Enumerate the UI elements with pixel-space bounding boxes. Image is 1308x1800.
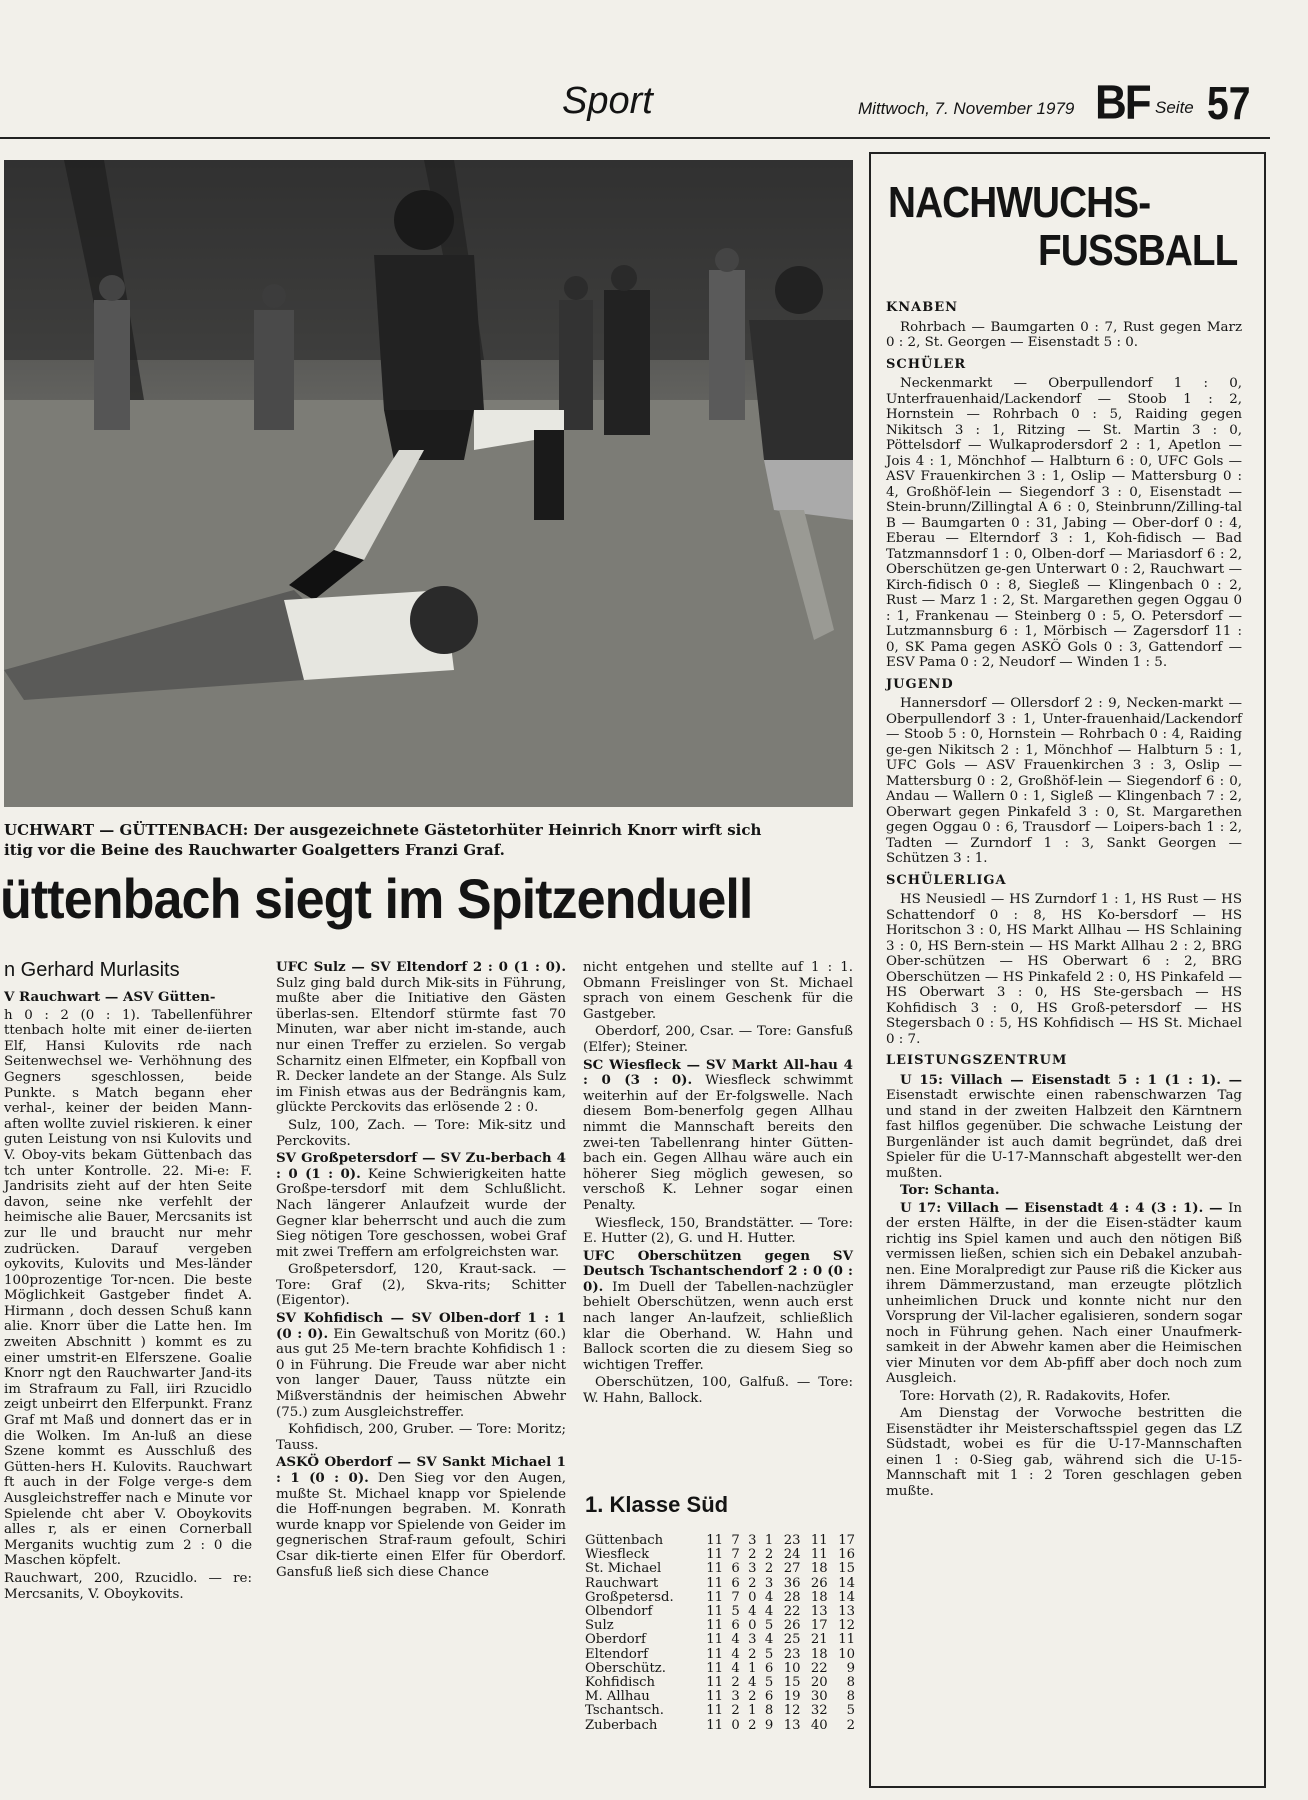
stat-tf: 36 [783,1575,801,1591]
sulz-match-text: Sulz ging bald durch Mik-sits in Führung, mußte aber die Initiative den Gästen überlas-sen. Eltendorf stürmte fast 70 Minuten, war aber nicht im-stande, auch nur einen Treffer zu erzielen. So vergab Scharnitz einen Elfmeter, ein Kopfball von R. Decker landete an der Stange. Als Sulz im Finish etwas aus der Bedrängnis kam, glückte Perckovits das erlösende 2 : 0. [276,975,566,1116]
stat-s: 0 [731,1717,740,1733]
stat-u: 2 [748,1717,757,1733]
team-name: Oberdorf [585,1632,646,1648]
caption-line-1: UCHWART — GÜTTENBACH: Der ausgezeichnete Gästetorhüter Heinrich Knorr wirft sich [4,821,762,839]
stat-s: 4 [731,1646,740,1662]
page-number: 57 [1207,77,1251,129]
stat-tf: 26 [783,1618,801,1634]
gp-match-text: Keine Schwierigkeiten hatte Großpe-tersdorf mit dem Schlußlicht. Nach längerer Anlaufzeit wurde der Gegner klar beherrscht und auch die zum Sieg nötigen Tore geschossen, wobei Graf mit zwei Treffern am erfolgreichsten war. [276,1166,566,1260]
table-row [585,1605,855,1619]
asko-match-text: Den Sieg vor den Augen, mußte St. Michael knapp vor Spielende die Hoff-nungen begraben. M. Konrath wurde knapp vor Spielende von Geider im gegnerischen Straf-raum gefoult, Schiri Csar dik-tierte einen Elfer für Oberdorf. Gansfuß ließ sich diese Chance [276,1471,566,1580]
stat-p: 12 [838,1618,855,1634]
team-name: Rauchwart [585,1575,659,1591]
jugend-heading: JUGEND [886,676,954,692]
stat-p: 17 [838,1533,855,1548]
knaben-results: Rohrbach — Baumgarten 0 : 7, Rust gegen Marz 0 : 2, St. Georgen — Eisenstadt 5 : 0. [886,319,1242,350]
stat-tg: 18 [810,1561,828,1577]
newspaper-logo: BF [1095,75,1150,130]
sidebar-title-line-2: FUSSBALL [1038,226,1238,275]
kohf-match-text: Ein Gewaltschuß von Moritz (60.) aus gut 25 Me-tern brachte Kohfidisch 1 : 0 in Führung. Die Freude war aber nicht von langer Dauer, Tauss nützte ein Mißverständnis der heimischen Abwehr (75.) zum Ausgleichstreffer. [276,1326,566,1420]
table-row [585,1562,855,1576]
stat-p: 2 [846,1717,855,1733]
stat-tf: 19 [783,1689,801,1705]
stat-tg: 17 [810,1618,828,1634]
match-photo [4,160,853,807]
stat-n: 9 [764,1717,774,1733]
ufc-match-info: Oberschützen, 100, Galfuß. — Tore: W. Hahn, Ballock. [583,1375,853,1407]
stat-sp: 11 [706,1561,724,1577]
stat-tf: 28 [783,1589,801,1605]
stat-tg: 21 [810,1632,828,1648]
stat-s: 6 [731,1618,740,1634]
lz-u17-tore: Tore: Horvath (2), R. Radakovits, Hofer. [900,1388,1171,1404]
stat-u: 3 [748,1632,757,1648]
stat-s: 4 [731,1660,740,1676]
table-row [585,1534,855,1548]
schueler-results: Neckenmarkt — Oberpullendorf 1 : 0, Unterfrauenhaid/Lackendorf — Stoob 1 : 2, Hornstein — Rohrbach 0 : 5, Raiding gegen Nikitsch 3 : 1, Ritzing — St. Martin 3 : 0, Pöttelsdorf — Wulkaprodersdorf 2 : 1, Apetlon — Jois 4 : 1, Mönchhof — Halbturn 6 : 0, UFC Gols — ASV Frauenkirchen 3 : 1, Oslip — Mattersburg 0 : 4, Großhöf-lein — Siegendorf 3 : 0, Eisenstadt — Stein-brunn/Zillingtal A 6 : 0, Steinbrunn/Zilling-tal B — Baumgarten 0 : 31, Jabing — Ober-dorf 0 : 4, Eberau — Elterndorf 3 : 1, Koh-fidisch — Bad Tatzmannsdorf 1 : 0, Olben-dorf — Mariasdorf 6 : 2, Oberschützen ge-gen Unterwart 0 : 2, Rauchwart — Kirch-fidisch 0 : 8, Siegleß — Klingenbach 0 : 2, Rust — Marz 1 : 2, St. Margarethen gegen Oggau 0 : 1, Frankenau — Steinberg 0 : 5, O. Petersdorf — Lutzmannsburg 6 : 1, Mörbisch — Zagersdorf 11 : 0, SK Pama gegen ASKÖ Gols 0 : 3, Gattendorf — ESV Pama 0 : 2, Neudorf — Winden 1 : 5. [886,376,1242,670]
stat-tg: 32 [810,1703,828,1719]
stat-tf: 24 [783,1547,801,1563]
stat-tg: 18 [810,1589,828,1605]
stat-n: 1 [764,1533,774,1548]
stat-s: 6 [731,1561,740,1577]
schuelerliga-heading: SCHÜLERLIGA [886,872,1007,888]
asko-match-info: Oberdorf, 200, Csar. — Tore: Gansfuß (Elfer); Steiner. [583,1024,853,1055]
table-row [585,1676,855,1690]
stat-u: 0 [748,1618,757,1634]
stat-s: 2 [731,1675,740,1691]
stat-u: 1 [748,1660,757,1676]
stat-sp: 11 [706,1703,724,1719]
schuelerliga-results: HS Neusiedl — HS Zurndorf 1 : 1, HS Rust — HS Schattendorf 0 : 8, HS Ko-bersdorf — HS Horitschon 3 : 0, HS Markt Allhau — HS Schlaining 3 : 0, HS Bern-stein — HS Markt Allhau 2 : 2, BRG Ober-schützen — HS Oberwart 6 : 2, BRG Oberschützen — HS Pinkafeld 2 : 0, HS Pinkafeld — HS Oberwart 3 : 0, HS Ste-gersbach — HS Kohfidisch 3 : 0, HS Groß-petersdorf — HS Stegersbach 0 : 5, HS Kohfidisch — HS St. Michael 0 : 7. [886,892,1242,1047]
stat-u: 4 [748,1675,757,1691]
lz-u15-head: U 15: Villach — Eisenstadt 5 : 1 (1 : 1). — [900,1071,1242,1088]
stat-u: 2 [748,1575,757,1591]
kohf-match-head: SV Kohfidisch — SV Olben-dorf 1 : 1 (0 : 0). [276,1310,566,1342]
stat-tg: 30 [810,1689,828,1705]
stat-p: 13 [838,1604,855,1620]
stat-tf: 23 [783,1646,801,1662]
lz-u17-text: In der ersten Hälfte, in der die Eisen-städter kaum richtig ins Spiel kamen und auch den nötigen Biß vermissen ließen, schien sich ein Debakel anzubah-nen. Eine Moralpredigt zur Pause riß die Kicker aus ihrem Dämmerzustand, man erzeugte plötzlich unheimlichen Druck und konnte nicht nur den Vorsprung der Vil-lacher egalisieren, sondern sogar noch in Führung gehen. Nach einer Unaufmerk-samkeit in der Abwehr kamen aber die Heimischen vier Minuten vor dem Ab-pfiff aber doch noch zum Ausgleich. [886,1200,1242,1386]
col1-body: h 0 : 2 (0 : 1). Tabellenführer ttenbach holte mit einer de-iierten Elf, Hansi Kulovits rde nach Seitenwechsel we- Verhöhnung des Gegners sgeschlossen, beide Punkte. s Match begann eher verhal-, keiner der beiden Mann-aften wollte zuviel riskieren. k einer guten Leistung von nsi Kulovits und V. Oboy-vits bekam Güttenbach das tch unter Kontrolle. 22. Mi-e: F. Jandrisits zieht auf der hten Seite davon, seine nke verfehlt der heimische alie Bauer, Mercsanits ist zur lle und braucht nur mehr zudrücken. Darauf vergeben oykovits, Kulovits und Mes-länder 100prozentige Tor-ncen. Die beste Möglichkeit Gastgeber findet A. Hirmann , doch dessen Schuß kann alie. Knorr über die Latte hen. Im zweiten Abschnitt ) kommt es zu einer umstrit-en Elferszene. Goalie Knorr ngt den Rauchwarter Jand-its im Strafraum zu Fall, iiri Rzucidlo zeigt unbeirrt den Elferpunkt. Franz Graf mt Maß und donnert das er in die Wolken. Im An-luß an diese Szene kommt es Ausschluß des Gütten-hers H. Kulovits. Rauchwart ft auch in der Folge verge-s dem Ausgleichstreffer nach e Minute vor Spielende cht aber V. Oboykovits alles r, als er einen Cornerball Merganits wuchtig zum 2 : 0 die Maschen köpfelt. [4,1007,252,1569]
stat-sp: 11 [706,1675,724,1691]
stat-n: 3 [764,1575,774,1591]
stat-u: 2 [748,1547,757,1563]
table-row [585,1619,855,1633]
stat-sp: 11 [706,1604,724,1620]
knaben-heading: KNABEN [886,300,959,315]
stat-n: 4 [764,1589,774,1605]
article-byline: n Gerhard Murlasits [4,959,180,981]
lz-u15-tor: Tor: Schanta. [900,1182,1000,1198]
sidebar-title-line-1: NACHWUCHS- [888,178,1151,227]
stat-p: 16 [838,1547,855,1563]
asko-match-head: ASKÖ Oberdorf — SV Sankt Michael 1 : 1 (0 : 0). [276,1454,566,1486]
stat-p: 14 [838,1575,855,1591]
stat-s: 6 [731,1575,740,1591]
stat-s: 5 [731,1604,740,1620]
stat-tg: 40 [810,1717,828,1733]
team-name: Oberschütz. [585,1660,666,1676]
gp-match-head: SV Großpetersdorf — SV Zu-berbach 4 : 0 (1 : 0). [276,1150,566,1182]
stat-u: 3 [748,1561,757,1577]
stat-p: 15 [838,1561,855,1577]
team-name: Großpetersd. [585,1589,674,1605]
stat-n: 4 [764,1604,774,1620]
stat-tf: 25 [783,1632,801,1648]
stat-s: 7 [731,1547,740,1563]
team-name: Güttenbach [585,1533,664,1548]
stat-p: 8 [846,1675,855,1691]
stat-n: 6 [764,1689,774,1705]
stat-sp: 11 [706,1632,724,1648]
team-name: Zuberbach [585,1717,658,1733]
team-name: Olbendorf [585,1604,653,1620]
section-title: Sport [562,80,653,122]
team-name: M. Allhau [585,1689,650,1705]
leistungszentrum-heading: LEISTUNGSZENTRUM [886,1053,1068,1068]
stat-n: 6 [764,1660,774,1676]
stat-tg: 26 [810,1575,828,1591]
stat-sp: 11 [706,1660,724,1676]
table-row [585,1648,855,1662]
article-column-1 [4,990,252,1604]
stat-u: 1 [748,1703,757,1719]
stat-p: 9 [846,1660,855,1676]
stat-tf: 22 [783,1604,801,1620]
col1-info: Rauchwart, 200, Rzucidlo. — re: Mercsanits, V. Oboykovits. [4,1570,252,1602]
stat-sp: 11 [706,1589,724,1605]
team-name: Kohfidisch [585,1675,656,1691]
table-row [585,1719,855,1733]
table-row [585,1591,855,1605]
stat-s: 3 [731,1689,740,1705]
issue-date: Mittwoch, 7. November 1979 [858,99,1075,118]
stat-n: 2 [764,1547,774,1563]
table-row [585,1633,855,1647]
wies-match-text: Wiesfleck schwimmt weiterhin auf der Er-folgswelle. Nach diesem Bom-benerfolg gegen Allhau nimmt die Mannschaft bereits den zwei-ten Tabellenrang hinter Gütten-bach ein. Gegen Allhau wäre auch ein höherer Sieg möglich gewesen, so verschoß K. Lehner sogar einen Penalty. [583,1073,853,1213]
stat-u: 4 [748,1604,757,1620]
sidebar-results [886,294,1242,1501]
stat-s: 7 [731,1589,740,1605]
schueler-heading: SCHÜLER [886,356,967,372]
stat-tg: 13 [810,1604,828,1620]
stat-tg: 11 [810,1533,828,1548]
stat-sp: 11 [706,1689,724,1705]
stat-n: 5 [764,1646,774,1662]
league-table-title: 1. Klasse Süd [585,1492,729,1517]
kohf-match-info: Kohfidisch, 200, Gruber. — Tore: Moritz; Tauss. [276,1422,566,1453]
stat-u: 2 [748,1689,757,1705]
stat-s: 7 [731,1533,740,1548]
stat-n: 5 [764,1618,774,1634]
asko-match-cont: nicht entgehen und stellte auf 1 : 1. Obmann Freislinger von St. Michael sprach von einem Geschenk für die Gastgeber. [583,960,853,1022]
wies-match-info: Wiesfleck, 150, Brandstätter. — Tore: E. Hutter (2), G. und H. Hutter. [583,1215,853,1247]
ufc-match-text: Im Duell der Tabellen-nachzügler behielt Oberschützen, wenn auch erst nach langer An-laufzeit, schließlich klar die Oberhand. W. Hahn und Ballock scorten die zu diesem Sieg so wichtigen Treffer. [583,1279,853,1373]
lz-u17-head: U 17: Villach — Eisenstadt 4 : 4 (3 : 1). — [900,1199,1223,1216]
stat-p: 5 [846,1703,855,1719]
stat-n: 8 [764,1703,774,1719]
stat-s: 2 [731,1703,740,1719]
stat-u: 2 [748,1646,757,1662]
sulz-match-info: Sulz, 100, Zach. — Tore: Mik-sitz und Perckovits. [276,1117,566,1149]
team-name: St. Michael [585,1561,662,1577]
league-table [585,1534,855,1733]
stat-sp: 11 [706,1618,724,1634]
stat-u: 0 [748,1589,757,1605]
stat-tf: 13 [783,1717,801,1733]
table-row [585,1577,855,1591]
stat-tg: 18 [810,1646,828,1662]
stat-n: 4 [764,1632,774,1648]
photo-caption [4,820,854,860]
wies-match-head: SC Wiesfleck — SV Markt All-hau 4 : 0 (3 : 0). [583,1056,853,1089]
stat-p: 8 [846,1689,855,1705]
stat-tf: 15 [783,1675,801,1691]
stat-tf: 23 [783,1533,801,1548]
table-row [585,1662,855,1676]
page-label: Seite [1155,98,1194,117]
lz-final-note: Am Dienstag der Vorwoche bestritten die Eisenstädter ihr Meisterschaftsspiel gegen das LZ Südstadt, wobei es für die U-17-Mannschaften einen 1 : 0-Sieg gab, während sich die U-15-Mannschaft mit 1 : 2 Toren geschlagen geben mußte. [886,1406,1242,1499]
stat-tg: 22 [810,1660,828,1676]
stat-p: 14 [838,1589,855,1605]
team-name: Wiesfleck [585,1547,650,1563]
stat-tf: 12 [783,1703,801,1719]
team-name: Tschantsch. [585,1703,664,1719]
team-name: Eltendorf [585,1646,649,1662]
stat-tg: 11 [810,1547,828,1563]
stat-p: 11 [838,1632,855,1648]
stat-tg: 20 [810,1675,828,1691]
sulz-match-head: UFC Sulz — SV Eltendorf 2 : 0 (1 : 0). [276,959,566,975]
article-headline: üttenbach siegt im Spitzenduell [0,867,753,930]
stat-sp: 11 [706,1575,724,1591]
stat-n: 2 [764,1561,774,1577]
stat-s: 4 [731,1632,740,1648]
stat-sp: 11 [706,1547,724,1563]
stat-n: 5 [764,1675,774,1691]
article-column-2 [276,960,566,1582]
header-rule [0,137,1270,139]
stat-sp: 11 [706,1646,724,1662]
stat-tf: 27 [783,1561,801,1577]
article-column-3 [583,960,853,1409]
ufc-match-head: UFC Oberschützen gegen SV Deutsch Tschantschendorf 2 : 0 (0 : 0). [583,1247,853,1295]
stat-sp: 11 [706,1533,724,1548]
stat-p: 10 [838,1646,855,1662]
stat-tf: 10 [783,1660,801,1676]
jugend-results: Hannersdorf — Ollersdorf 2 : 9, Necken-markt — Oberpullendorf 3 : 1, Unter-frauenhaid/Lackendorf — Stoob 5 : 0, Hornstein — Rohrbach 0 : 4, Raiding ge-gen Nikitsch 2 : 1, Mönchhof — Halbturn 5 : 1, UFC Gols — ASV Frauenkirchen 3 : 3, Oslip — Mattersburg 0 : 2, Großhöf-lein — Siegendorf 6 : 0, Andau — Wallern 0 : 1, Sigleß — Klingenbach 7 : 2, Oberwart gegen Pinkafeld 3 : 0, St. Margarethen gegen Oggau 0 : 6, Trausdorf — Loipers-bach 1 : 2, Tadten — Zurndorf 1 : 3, Sankt Georgen — Schützen 3 : 1. [886,696,1242,866]
table-row [585,1690,855,1704]
lz-u15-text: Eisenstadt erwischte einen rabenschwarzen Tag und stand in der zweiten Halbzeit den Kärntnern fast hilflos gegenüber. Die schwache Leistung der Burgenländer ist auch damit begründet, daß drei Spieler für die U-17-Mannschaft abgestellt wer-den mußten. [886,1088,1242,1181]
team-name: Sulz [585,1618,614,1634]
gp-match-info: Großpetersdorf, 120, Kraut-sack. — Tore: Graf (2), Skva-rits; Schitter (Eigentor). [276,1262,566,1309]
stat-u: 3 [748,1533,757,1548]
caption-line-2: itig vor die Beine des Rauchwarter Goalgetters Franzi Graf. [4,841,505,859]
col1-match-head: V Rauchwart — ASV Gütten- [4,989,216,1005]
stat-sp: 11 [706,1717,724,1733]
table-row [585,1704,855,1718]
table-row [585,1548,855,1562]
